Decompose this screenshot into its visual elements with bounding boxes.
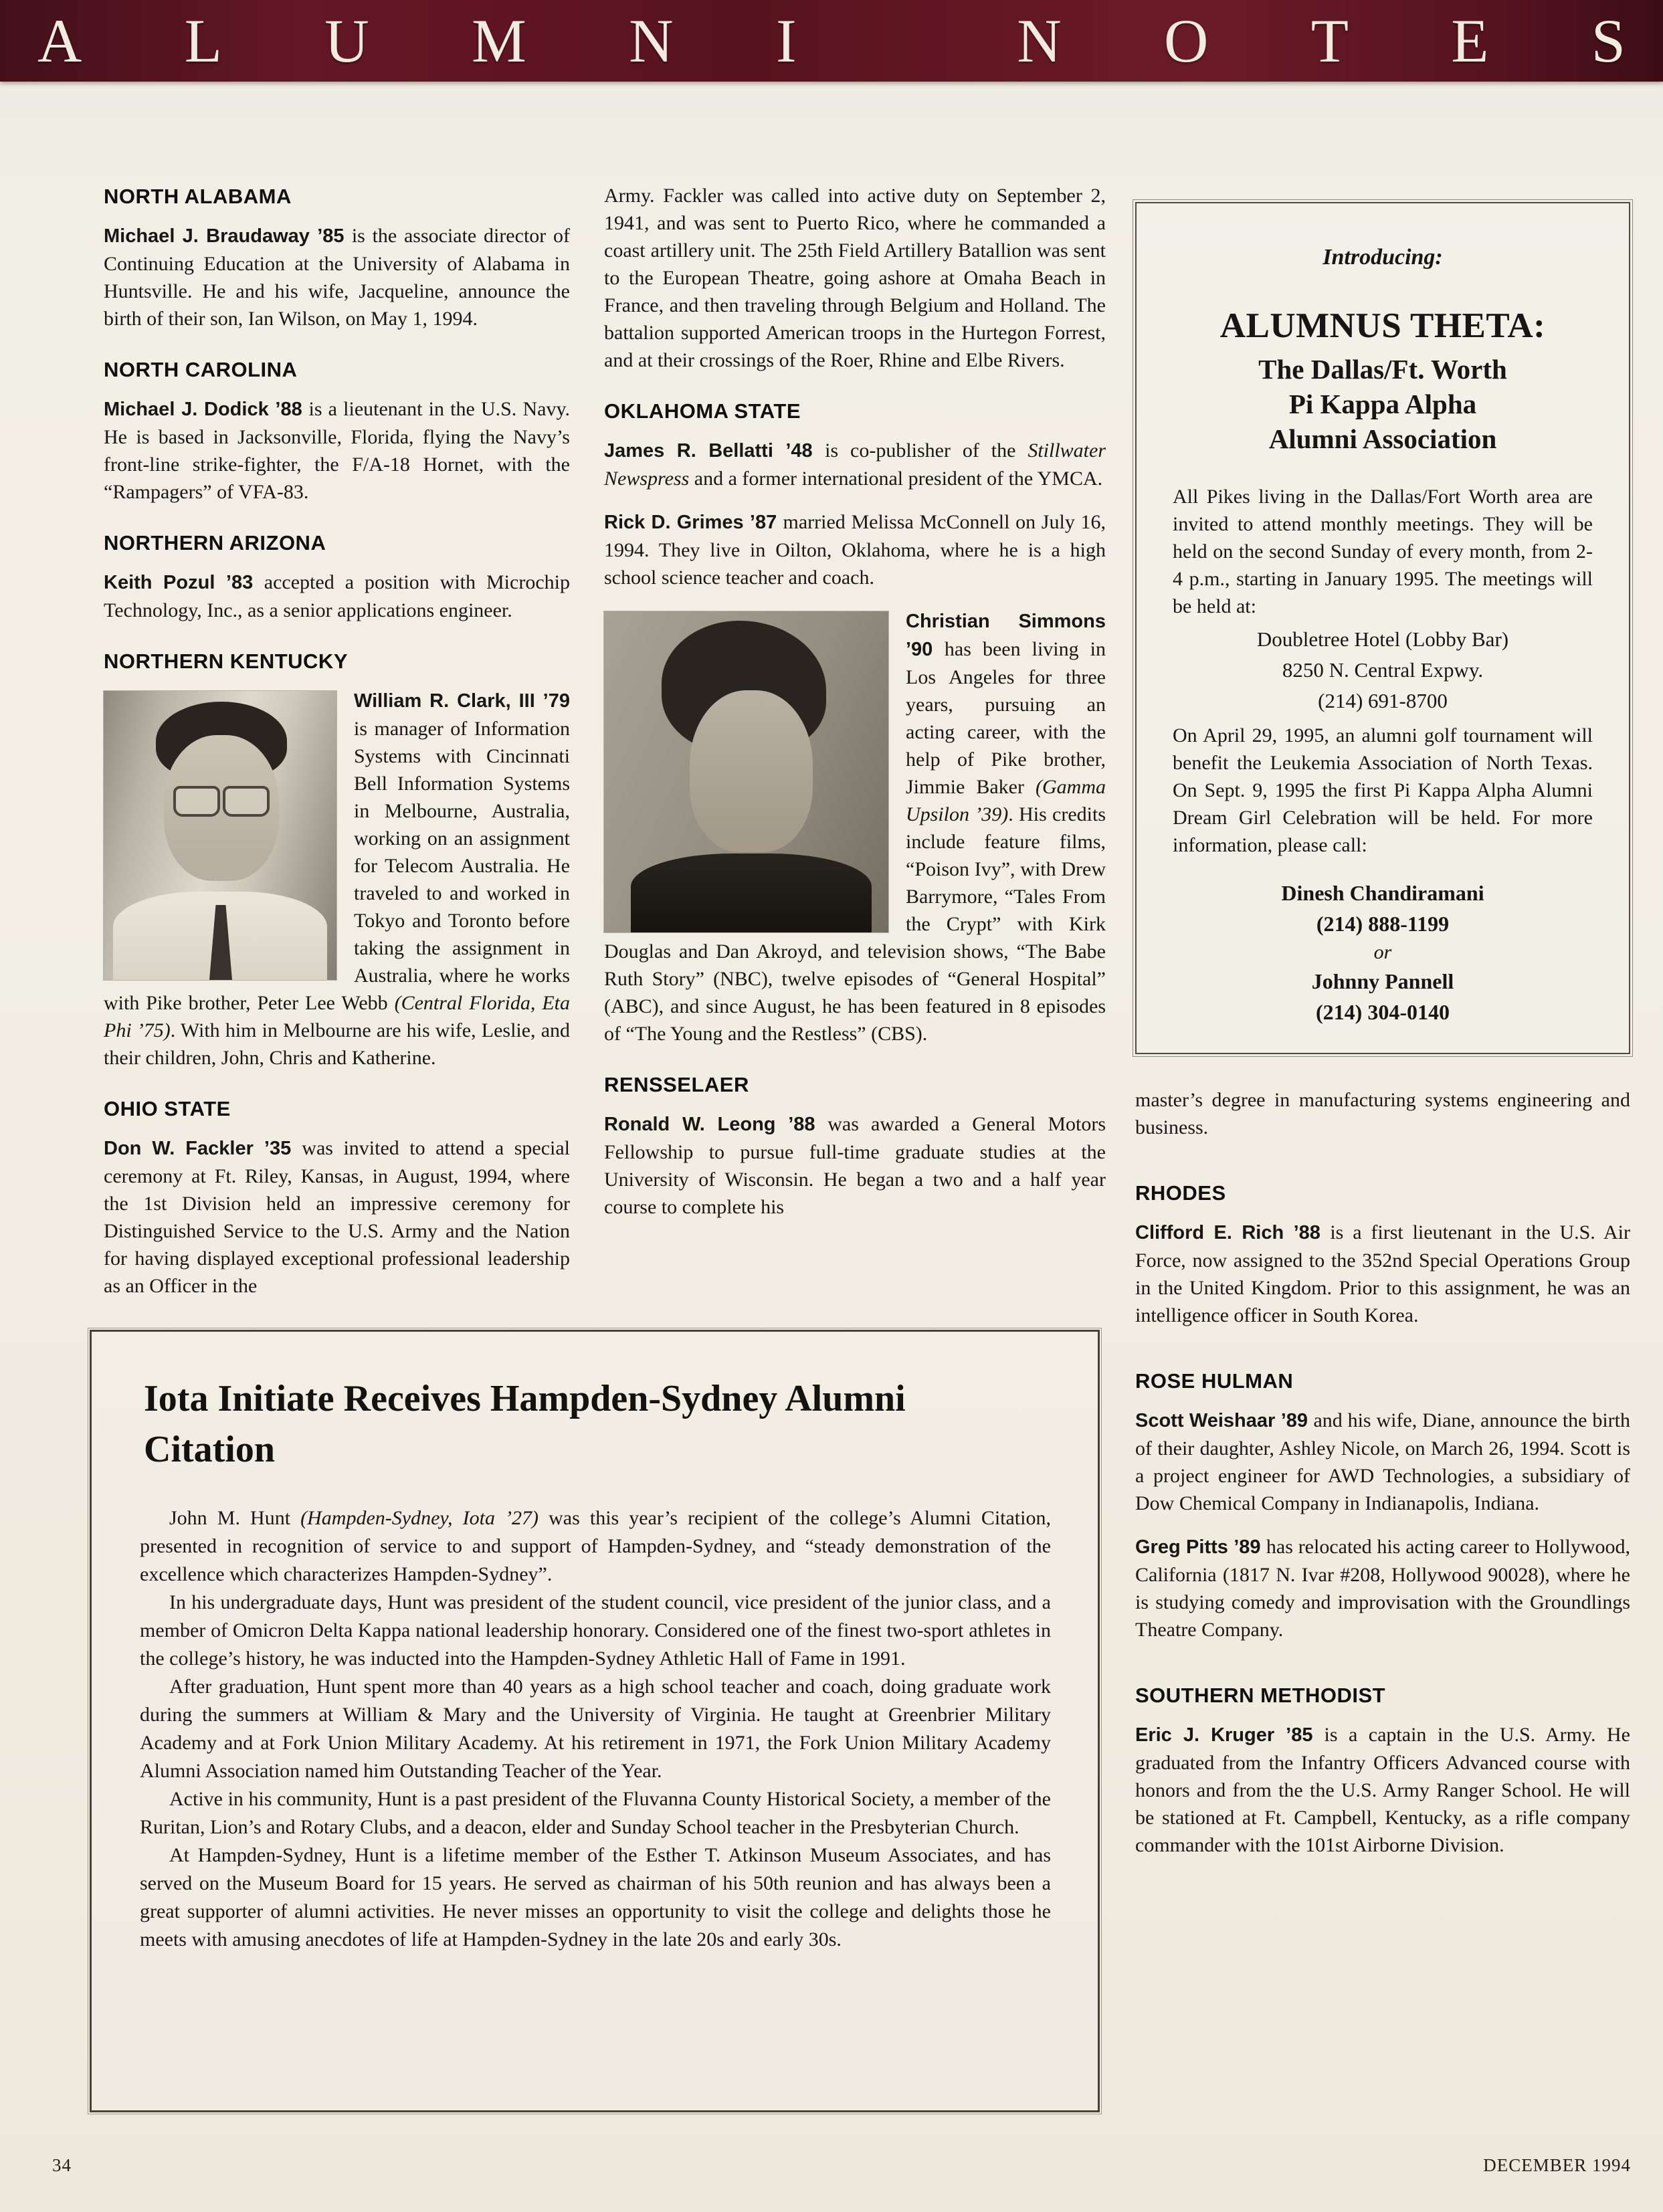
photo-shirt-shape [631, 853, 872, 932]
section-heading-north-carolina: NORTH CAROLINA [104, 358, 298, 381]
box-title: ALUMNUS THETA: [1219, 306, 1546, 345]
entry-pozul [104, 569, 570, 624]
feature-paragraph: Active in his community, Hunt is a past president of the Fluvanna County Historical Society, a member of the Ruritan, Lion’s and Rotary Clubs, and a deacon, elder and Sunday School teacher in the Presbyterian Church. [140, 1788, 1051, 1838]
venue-address: 8250 N. Central Expwy. [1282, 658, 1484, 682]
contact-name: Dinesh Chandiramani [1281, 881, 1484, 905]
contact-phone: (214) 888-1199 [1316, 912, 1450, 936]
section-heading-ohio-state: OHIO STATE [104, 1097, 231, 1120]
box-subtitle [1173, 352, 1593, 456]
entry-text-rich: Clifford E. Rich ’88 is a first lieutenant in the U.S. Air Force, now assigned to the 352nd Special Operations Group in the United Kingdom. Prior to this assignment, he was an intelligence officer in South Korea. [1135, 1221, 1631, 1326]
entry-leong-continued [1135, 1086, 1630, 1141]
page-banner [0, 0, 1663, 82]
entry-text-fackler: Don W. Fackler ’35 was invited to attend a special ceremony at Ft. Riley, Kansas, in August, 1994, where the 1st Division held an impressive ceremony for Distinguished Service to the U.S. Army and the Nation for having displayed exceptional professional leadership as an Officer in the [104, 1137, 570, 1297]
entry-text-pozul: Keith Pozul ’83 accepted a position with Microchip Technology, Inc., as a senior applications engineer. [104, 571, 570, 621]
alumnus-theta-announcement-box [1135, 202, 1630, 1054]
feature-paragraph: At Hampden-Sydney, Hunt is a lifetime member of the Esther T. Atkinson Museum Associates, and has served on the Museum Board for 15 years. He served as chairman of his 50th reunion and has always been a great supporter of alumni activities. He never misses an opportunity to visit the college and delights those he meets with amusing anecdotes of life at Hampden-Sydney in the late 20s and early 30s. [140, 1844, 1051, 1950]
box-subtitle-line: The Dallas/Ft. Worth [1258, 354, 1507, 385]
section-heading-northern-arizona: NORTHERN ARIZONA [104, 531, 326, 555]
box-venue [1173, 624, 1593, 716]
section-heading-oklahoma-state: OKLAHOMA STATE [604, 399, 801, 423]
feature-paragraph: John M. Hunt (Hampden-Sydney, Iota ’27) was this year’s recipient of the college’s Alumni Citation, presented in recognition of service to and support of Hampden-Sydney, and “steady demonstration of the excellence which characterizes Hampden-Sydney”. [140, 1507, 1051, 1585]
entry-kruger [1135, 1721, 1630, 1859]
box-contacts [1173, 878, 1593, 1027]
entry-leong [604, 1110, 1106, 1221]
entry-pitts [1135, 1533, 1630, 1643]
contact-phone: (214) 304-0140 [1316, 1000, 1450, 1024]
photo-face-shape [690, 690, 813, 852]
left-column [104, 182, 570, 1316]
entry-dodick [104, 395, 570, 506]
entry-rich [1135, 1219, 1630, 1329]
entry-text-kruger: Eric J. Kruger ’85 is a captain in the U.S. Army. He graduated from the Infantry Officers Advanced course with honors and from the the U.S. Army Ranger School. He will be stationed at Ft. Campbell, Kentucky, as a rifle company commander with the 101st Airborne Division. [1135, 1724, 1630, 1856]
box-kicker: Introducing: [1323, 245, 1443, 270]
entry-bellatti [604, 437, 1106, 492]
entry-text-weishaar: Scott Weishaar ’89 and his wife, Diane, announce the birth of their daughter, Ashley Nicole, on March 26, 1994. Scott is a project engineer for AWD Technologies, a subsidiary of Dow Chemical Company in Indianapolis, Indiana. [1135, 1409, 1630, 1514]
photo-glasses-shape [173, 786, 270, 813]
box-paragraph-events: On April 29, 1995, an alumni golf tournament will benefit the Leukemia Association of North Texas. On Sept. 9, 1995 the first Pi Kappa Alpha Alumni Dream Girl Celebration will be held. For more information, please call: [1173, 724, 1593, 856]
entry-braudaway [104, 222, 570, 332]
section-heading-southern-methodist: SOUTHERN METHODIST [1135, 1684, 1386, 1707]
entry-text-pitts: Greg Pitts ’89 has relocated his acting career to Hollywood, California (1817 N. Ivar #208, Hollywood 90028), where he is studying comedy and improvisation with the Groundlings Theatre Company. [1135, 1536, 1630, 1641]
venue-phone: (214) 691-8700 [1318, 689, 1448, 712]
section-heading-rensselaer: RENSSELAER [604, 1073, 749, 1096]
box-subtitle-line: Pi Kappa Alpha [1288, 389, 1477, 419]
entry-text-bellatti: James R. Bellatti ’48 is co-publisher of the Stillwater Newspress and a former international president of the YMCA. [604, 439, 1106, 490]
right-column [1135, 182, 1630, 1875]
entry-text-leong: Ronald W. Leong ’88 was awarded a General Motors Fellowship to pursue full-time graduate studies at the University of Wisconsin. He began a two and a half year course to complete his [604, 1113, 1106, 1218]
entry-text-braudaway: Michael J. Braudaway ’85 is the associate director of Continuing Education at the University of Alabama in Huntsville. He and his wife, Jacqueline, announce the birth of their son, Ian Wilson, on May 1, 1994. [104, 225, 571, 330]
contact-or-label: or [1373, 941, 1392, 963]
entry-text-leong-continued: master’s degree in manufacturing systems engineering and business. [1135, 1089, 1630, 1138]
simmons-portrait-photo [604, 611, 888, 932]
clark-portrait-photo [104, 691, 336, 980]
entry-simmons [604, 607, 1106, 1047]
entry-weishaar [1135, 1407, 1630, 1517]
box-subtitle-line: Alumni Association [1268, 423, 1497, 454]
entry-text-fackler-continued: Army. Fackler was called into active duty on September 2, 1941, and was sent to Puerto Rico, where he commanded a coast artillery unit. The 25th Field Artillery Batallion was sent to the European Theatre, going ashore at Omaha Beach in France, and then traveling through Belgium and Holland. The battalion supported American troops in the Hurtegon Forrest, and at their crossings of the Roer, Rhine and Elbe Rivers. [604, 185, 1106, 371]
issue-date: DECEMBER 1994 [1483, 2155, 1631, 2175]
entry-fackler [104, 1134, 570, 1300]
feature-article-box [90, 1330, 1100, 2112]
entry-text-grimes: Rick D. Grimes ’87 married Melissa McConnell on July 16, 1994. They live in Oilton, Oklahoma, where he is a high school science teacher and coach. [604, 511, 1106, 589]
entry-text-clark: William R. Clark, III ’79 is manager of Information Systems with Cincinnati Bell Information Systems in Melbourne, Australia, working on an assignment for Telecom Australia. He traveled to and worked in Tokyo and Toronto before taking the assignment in Australia, where he works with Pike brother, Peter Lee Webb (Central Florida, Eta Phi ’75). With him in Melbourne are his wife, Leslie, and their children, John, Chris and Katherine. [104, 690, 571, 1069]
feature-paragraph: In his undergraduate days, Hunt was president of the student council, vice president of the junior class, and a member of Omicron Delta Kappa national leadership honorary. Considered one of the finest two-sport athletes in the college’s history, he was inducted into the Hampden-Sydney Athletic Hall of Fame in 1991. [140, 1591, 1051, 1670]
section-heading-rhodes: RHODES [1135, 1181, 1226, 1205]
feature-article-title: Iota Initiate Receives Hampden-Sydney Alumni Citation [144, 1378, 906, 1470]
section-heading-rose-hulman: ROSE HULMAN [1135, 1369, 1294, 1393]
middle-column [604, 182, 1106, 1237]
page-number: 34 [52, 2155, 72, 2175]
venue-name: Doubletree Hotel (Lobby Bar) [1256, 627, 1509, 651]
entry-clark [104, 687, 570, 1072]
contact-name: Johnny Pannell [1311, 969, 1454, 993]
entry-fackler-continued [604, 182, 1106, 374]
entry-text-dodick: Michael J. Dodick ’88 is a lieutenant in the U.S. Navy. He is based in Jacksonville, Florida, flying the Navy’s front-line strike-fighter, the F/A-18 Hornet, with the “Rampagers” of VFA-83. [104, 398, 570, 503]
entry-grimes [604, 508, 1106, 591]
box-paragraph-meetings: All Pikes living in the Dallas/Fort Worth area are invited to attend monthly meetings. They will be held on the second Sunday of every month, from 2-4 p.m., starting in January 1995. The meetings will be held at: [1173, 486, 1593, 617]
entry-text-simmons: Christian Simmons ’90 has been living in Los Angeles for three years, pursuing an acting career, with the help of Pike brother, Jimmie Baker (Gamma Upsilon ’39). His credits include feature films, “Poison Ivy”, with Drew Barrymore, “Tales From the Crypt” with Kirk Douglas and Dan Akroyd, and television shows, “The Babe Ruth Story” (NBC), twelve episodes of “General Hospital” (ABC), and since August, he has been featured in 8 episodes of “The Young and the Restless” (CBS). [604, 611, 1106, 1045]
banner-title: A L U M N I N O T E S [37, 7, 1626, 75]
section-heading-northern-kentucky: NORTHERN KENTUCKY [104, 649, 348, 673]
feature-paragraph: After graduation, Hunt spent more than 40 years as a high school teacher and coach, doing graduate work during the summers at William & Mary and the University of Virginia. He taught at Greenbrier Military Academy and at Fork Union Military Academy. At his retirement in 1971, the Fork Union Military Academy Alumni Association named him Outstanding Teacher of the Year. [140, 1676, 1051, 1782]
section-heading-north-alabama: NORTH ALABAMA [104, 185, 292, 208]
